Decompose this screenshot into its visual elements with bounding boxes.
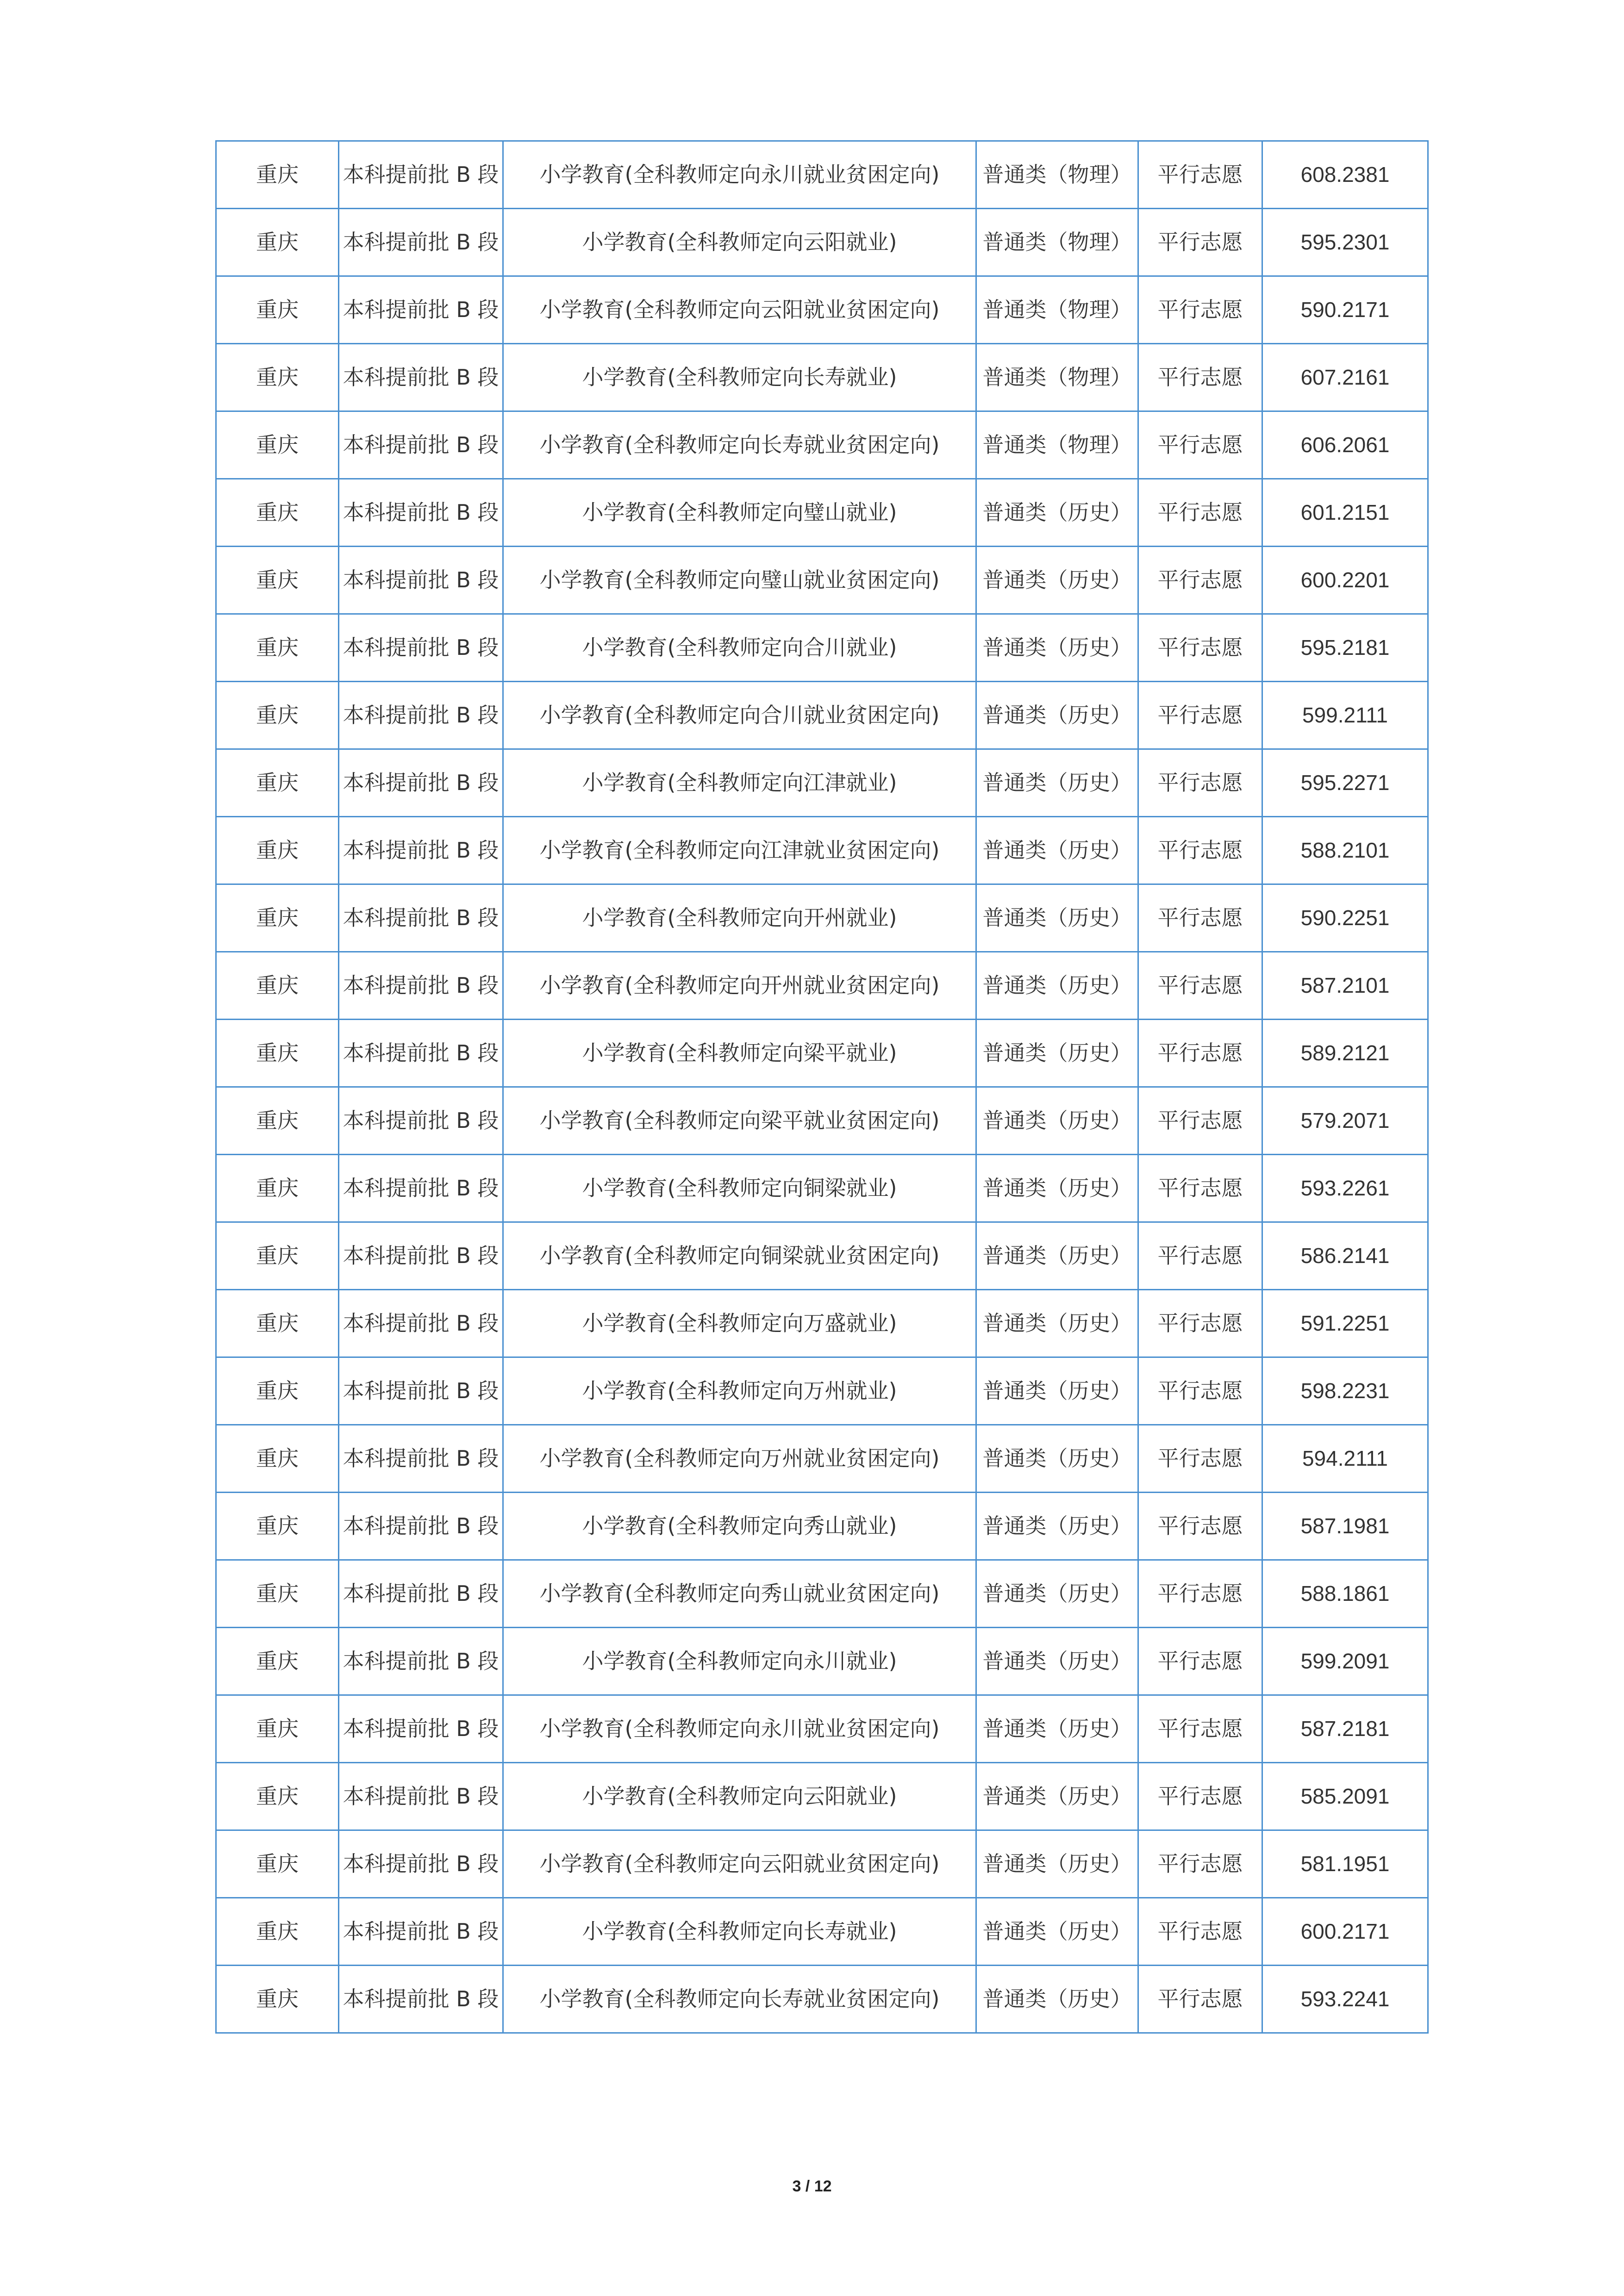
- volunteer-type-cell: 平行志愿: [1138, 884, 1262, 952]
- table-row: [216, 1020, 1428, 1087]
- table-row: [216, 1357, 1428, 1425]
- table-row: [216, 682, 1428, 749]
- province-cell: 重庆: [216, 884, 339, 952]
- table-row: [216, 1425, 1428, 1493]
- volunteer-type-cell: 平行志愿: [1138, 1493, 1262, 1560]
- category-cell: 普通类（历史）: [976, 1290, 1138, 1357]
- score-cell: 593.2241: [1262, 1966, 1428, 2033]
- volunteer-type-cell: 平行志愿: [1138, 1155, 1262, 1222]
- volunteer-type-cell: 平行志愿: [1138, 547, 1262, 614]
- admission-score-table: [215, 140, 1429, 2034]
- category-cell: 普通类（历史）: [976, 479, 1138, 547]
- table-row: [216, 209, 1428, 276]
- score-cell: 606.2061: [1262, 411, 1428, 479]
- major-cell: 小学教育(全科教师定向铜梁就业贫困定向): [503, 1222, 976, 1290]
- province-cell: 重庆: [216, 1087, 339, 1155]
- table-row: [216, 141, 1428, 209]
- table-row: [216, 952, 1428, 1020]
- score-cell: 586.2141: [1262, 1222, 1428, 1290]
- major-cell: 小学教育(全科教师定向秀山就业贫困定向): [503, 1560, 976, 1628]
- table-row: [216, 411, 1428, 479]
- category-cell: 普通类（物理）: [976, 411, 1138, 479]
- score-cell: 601.2151: [1262, 479, 1428, 547]
- batch-cell: 本科提前批 B 段: [339, 682, 503, 749]
- batch-cell: 本科提前批 B 段: [339, 614, 503, 682]
- category-cell: 普通类（历史）: [976, 1695, 1138, 1763]
- province-cell: 重庆: [216, 1763, 339, 1830]
- batch-cell: 本科提前批 B 段: [339, 884, 503, 952]
- major-cell: 小学教育(全科教师定向璧山就业贫困定向): [503, 547, 976, 614]
- score-cell: 585.2091: [1262, 1763, 1428, 1830]
- category-cell: 普通类（历史）: [976, 1222, 1138, 1290]
- volunteer-type-cell: 平行志愿: [1138, 276, 1262, 344]
- table-row: [216, 547, 1428, 614]
- province-cell: 重庆: [216, 547, 339, 614]
- batch-cell: 本科提前批 B 段: [339, 1222, 503, 1290]
- province-cell: 重庆: [216, 682, 339, 749]
- major-cell: 小学教育(全科教师定向云阳就业): [503, 1763, 976, 1830]
- category-cell: 普通类（历史）: [976, 1155, 1138, 1222]
- volunteer-type-cell: 平行志愿: [1138, 1695, 1262, 1763]
- major-cell: 小学教育(全科教师定向铜梁就业): [503, 1155, 976, 1222]
- batch-cell: 本科提前批 B 段: [339, 411, 503, 479]
- province-cell: 重庆: [216, 1560, 339, 1628]
- volunteer-type-cell: 平行志愿: [1138, 141, 1262, 209]
- table-row: [216, 1695, 1428, 1763]
- province-cell: 重庆: [216, 749, 339, 817]
- category-cell: 普通类（历史）: [976, 1560, 1138, 1628]
- table-row: [216, 1290, 1428, 1357]
- batch-cell: 本科提前批 B 段: [339, 1763, 503, 1830]
- batch-cell: 本科提前批 B 段: [339, 1155, 503, 1222]
- major-cell: 小学教育(全科教师定向长寿就业): [503, 1898, 976, 1966]
- batch-cell: 本科提前批 B 段: [339, 1290, 503, 1357]
- major-cell: 小学教育(全科教师定向万州就业): [503, 1357, 976, 1425]
- province-cell: 重庆: [216, 1425, 339, 1493]
- category-cell: 普通类（历史）: [976, 884, 1138, 952]
- score-cell: 587.2181: [1262, 1695, 1428, 1763]
- score-cell: 590.2251: [1262, 884, 1428, 952]
- category-cell: 普通类（历史）: [976, 1087, 1138, 1155]
- category-cell: 普通类（历史）: [976, 817, 1138, 884]
- batch-cell: 本科提前批 B 段: [339, 1357, 503, 1425]
- batch-cell: 本科提前批 B 段: [339, 1087, 503, 1155]
- province-cell: 重庆: [216, 1290, 339, 1357]
- table-row: [216, 1155, 1428, 1222]
- major-cell: 小学教育(全科教师定向云阳就业贫困定向): [503, 1830, 976, 1898]
- major-cell: 小学教育(全科教师定向合川就业贫困定向): [503, 682, 976, 749]
- major-cell: 小学教育(全科教师定向梁平就业贫困定向): [503, 1087, 976, 1155]
- table-body: [216, 141, 1428, 2033]
- province-cell: 重庆: [216, 614, 339, 682]
- category-cell: 普通类（历史）: [976, 1966, 1138, 2033]
- province-cell: 重庆: [216, 817, 339, 884]
- table-row: [216, 276, 1428, 344]
- volunteer-type-cell: 平行志愿: [1138, 614, 1262, 682]
- score-cell: 593.2261: [1262, 1155, 1428, 1222]
- province-cell: 重庆: [216, 141, 339, 209]
- major-cell: 小学教育(全科教师定向秀山就业): [503, 1493, 976, 1560]
- table-row: [216, 884, 1428, 952]
- major-cell: 小学教育(全科教师定向万盛就业): [503, 1290, 976, 1357]
- table-row: [216, 1222, 1428, 1290]
- category-cell: 普通类（历史）: [976, 1357, 1138, 1425]
- major-cell: 小学教育(全科教师定向合川就业): [503, 614, 976, 682]
- province-cell: 重庆: [216, 1493, 339, 1560]
- volunteer-type-cell: 平行志愿: [1138, 817, 1262, 884]
- major-cell: 小学教育(全科教师定向璧山就业): [503, 479, 976, 547]
- category-cell: 普通类（历史）: [976, 1628, 1138, 1695]
- table-row: [216, 1087, 1428, 1155]
- province-cell: 重庆: [216, 952, 339, 1020]
- volunteer-type-cell: 平行志愿: [1138, 1763, 1262, 1830]
- score-cell: 595.2271: [1262, 749, 1428, 817]
- province-cell: 重庆: [216, 344, 339, 411]
- province-cell: 重庆: [216, 1830, 339, 1898]
- volunteer-type-cell: 平行志愿: [1138, 344, 1262, 411]
- category-cell: 普通类（历史）: [976, 1425, 1138, 1493]
- category-cell: 普通类（物理）: [976, 141, 1138, 209]
- batch-cell: 本科提前批 B 段: [339, 1966, 503, 2033]
- score-cell: 589.2121: [1262, 1020, 1428, 1087]
- category-cell: 普通类（历史）: [976, 1898, 1138, 1966]
- major-cell: 小学教育(全科教师定向开州就业贫困定向): [503, 952, 976, 1020]
- category-cell: 普通类（物理）: [976, 276, 1138, 344]
- volunteer-type-cell: 平行志愿: [1138, 479, 1262, 547]
- volunteer-type-cell: 平行志愿: [1138, 411, 1262, 479]
- category-cell: 普通类（历史）: [976, 749, 1138, 817]
- category-cell: 普通类（历史）: [976, 1763, 1138, 1830]
- batch-cell: 本科提前批 B 段: [339, 1628, 503, 1695]
- table-row: [216, 749, 1428, 817]
- batch-cell: 本科提前批 B 段: [339, 1493, 503, 1560]
- category-cell: 普通类（历史）: [976, 614, 1138, 682]
- score-cell: 599.2091: [1262, 1628, 1428, 1695]
- table-row: [216, 1763, 1428, 1830]
- province-cell: 重庆: [216, 411, 339, 479]
- table-row: [216, 1560, 1428, 1628]
- major-cell: 小学教育(全科教师定向江津就业贫困定向): [503, 817, 976, 884]
- score-cell: 591.2251: [1262, 1290, 1428, 1357]
- province-cell: 重庆: [216, 1898, 339, 1966]
- category-cell: 普通类（历史）: [976, 1493, 1138, 1560]
- batch-cell: 本科提前批 B 段: [339, 952, 503, 1020]
- score-cell: 594.2111: [1262, 1425, 1428, 1493]
- table-row: [216, 1628, 1428, 1695]
- province-cell: 重庆: [216, 1020, 339, 1087]
- major-cell: 小学教育(全科教师定向云阳就业): [503, 209, 976, 276]
- table-row: [216, 817, 1428, 884]
- table-row: [216, 479, 1428, 547]
- volunteer-type-cell: 平行志愿: [1138, 1628, 1262, 1695]
- batch-cell: 本科提前批 B 段: [339, 817, 503, 884]
- batch-cell: 本科提前批 B 段: [339, 1695, 503, 1763]
- province-cell: 重庆: [216, 1628, 339, 1695]
- batch-cell: 本科提前批 B 段: [339, 209, 503, 276]
- batch-cell: 本科提前批 B 段: [339, 276, 503, 344]
- category-cell: 普通类（历史）: [976, 547, 1138, 614]
- province-cell: 重庆: [216, 1357, 339, 1425]
- category-cell: 普通类（历史）: [976, 1020, 1138, 1087]
- province-cell: 重庆: [216, 209, 339, 276]
- score-cell: 598.2231: [1262, 1357, 1428, 1425]
- score-cell: 608.2381: [1262, 141, 1428, 209]
- category-cell: 普通类（历史）: [976, 1830, 1138, 1898]
- province-cell: 重庆: [216, 1222, 339, 1290]
- batch-cell: 本科提前批 B 段: [339, 344, 503, 411]
- major-cell: 小学教育(全科教师定向万州就业贫困定向): [503, 1425, 976, 1493]
- batch-cell: 本科提前批 B 段: [339, 479, 503, 547]
- volunteer-type-cell: 平行志愿: [1138, 682, 1262, 749]
- page-number: 3 / 12: [792, 2178, 832, 2195]
- province-cell: 重庆: [216, 1695, 339, 1763]
- major-cell: 小学教育(全科教师定向永川就业贫困定向): [503, 141, 976, 209]
- score-cell: 587.1981: [1262, 1493, 1428, 1560]
- volunteer-type-cell: 平行志愿: [1138, 1087, 1262, 1155]
- batch-cell: 本科提前批 B 段: [339, 1020, 503, 1087]
- province-cell: 重庆: [216, 479, 339, 547]
- score-cell: 600.2201: [1262, 547, 1428, 614]
- major-cell: 小学教育(全科教师定向梁平就业): [503, 1020, 976, 1087]
- score-cell: 588.2101: [1262, 817, 1428, 884]
- batch-cell: 本科提前批 B 段: [339, 1898, 503, 1966]
- volunteer-type-cell: 平行志愿: [1138, 749, 1262, 817]
- category-cell: 普通类（历史）: [976, 952, 1138, 1020]
- volunteer-type-cell: 平行志愿: [1138, 1425, 1262, 1493]
- score-cell: 595.2181: [1262, 614, 1428, 682]
- table-row: [216, 614, 1428, 682]
- volunteer-type-cell: 平行志愿: [1138, 1830, 1262, 1898]
- batch-cell: 本科提前批 B 段: [339, 1560, 503, 1628]
- major-cell: 小学教育(全科教师定向长寿就业贫困定向): [503, 1966, 976, 2033]
- category-cell: 普通类（物理）: [976, 344, 1138, 411]
- score-cell: 587.2101: [1262, 952, 1428, 1020]
- score-cell: 588.1861: [1262, 1560, 1428, 1628]
- major-cell: 小学教育(全科教师定向永川就业贫困定向): [503, 1695, 976, 1763]
- volunteer-type-cell: 平行志愿: [1138, 1898, 1262, 1966]
- score-cell: 600.2171: [1262, 1898, 1428, 1966]
- score-cell: 579.2071: [1262, 1087, 1428, 1155]
- volunteer-type-cell: 平行志愿: [1138, 952, 1262, 1020]
- score-cell: 607.2161: [1262, 344, 1428, 411]
- table-row: [216, 1493, 1428, 1560]
- volunteer-type-cell: 平行志愿: [1138, 1222, 1262, 1290]
- score-cell: 581.1951: [1262, 1830, 1428, 1898]
- province-cell: 重庆: [216, 1155, 339, 1222]
- major-cell: 小学教育(全科教师定向长寿就业贫困定向): [503, 411, 976, 479]
- volunteer-type-cell: 平行志愿: [1138, 1357, 1262, 1425]
- volunteer-type-cell: 平行志愿: [1138, 1290, 1262, 1357]
- batch-cell: 本科提前批 B 段: [339, 1425, 503, 1493]
- volunteer-type-cell: 平行志愿: [1138, 209, 1262, 276]
- batch-cell: 本科提前批 B 段: [339, 1830, 503, 1898]
- table-row: [216, 344, 1428, 411]
- major-cell: 小学教育(全科教师定向开州就业): [503, 884, 976, 952]
- score-cell: 595.2301: [1262, 209, 1428, 276]
- table-row: [216, 1966, 1428, 2033]
- major-cell: 小学教育(全科教师定向长寿就业): [503, 344, 976, 411]
- category-cell: 普通类（物理）: [976, 209, 1138, 276]
- major-cell: 小学教育(全科教师定向永川就业): [503, 1628, 976, 1695]
- batch-cell: 本科提前批 B 段: [339, 547, 503, 614]
- province-cell: 重庆: [216, 1966, 339, 2033]
- volunteer-type-cell: 平行志愿: [1138, 1560, 1262, 1628]
- major-cell: 小学教育(全科教师定向云阳就业贫困定向): [503, 276, 976, 344]
- batch-cell: 本科提前批 B 段: [339, 749, 503, 817]
- score-cell: 590.2171: [1262, 276, 1428, 344]
- category-cell: 普通类（历史）: [976, 682, 1138, 749]
- table-row: [216, 1898, 1428, 1966]
- score-cell: 599.2111: [1262, 682, 1428, 749]
- volunteer-type-cell: 平行志愿: [1138, 1966, 1262, 2033]
- major-cell: 小学教育(全科教师定向江津就业): [503, 749, 976, 817]
- batch-cell: 本科提前批 B 段: [339, 141, 503, 209]
- table-row: [216, 1830, 1428, 1898]
- province-cell: 重庆: [216, 276, 339, 344]
- volunteer-type-cell: 平行志愿: [1138, 1020, 1262, 1087]
